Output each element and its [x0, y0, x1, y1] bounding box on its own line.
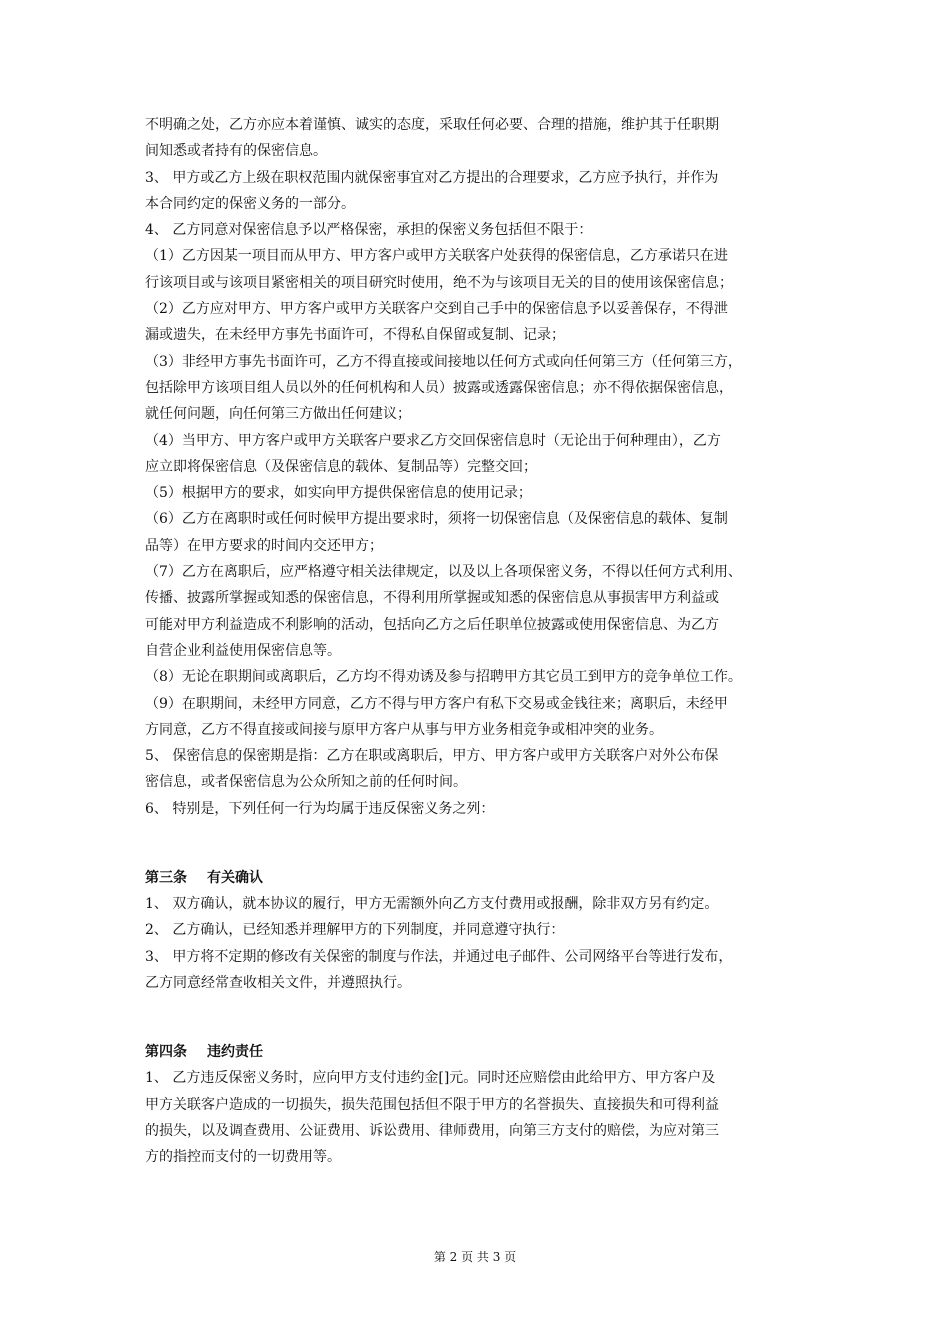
section-3 [145, 865, 815, 996]
section-4-number: 第四条 [145, 1044, 187, 1061]
section-gap [145, 822, 815, 865]
paragraph-line: 不明确之处，乙方亦应本着谨慎、诚实的态度，采取任何必要、合理的措施，维护其于任职期 [145, 117, 719, 133]
paragraph-line: 包括除甲方该项目组人员以外的任何机构和人员）披露或透露保密信息；亦不得依据保密信息， [145, 379, 733, 396]
document-body [145, 112, 815, 1170]
paragraph-line: （7）乙方在离职后，应严格遵守相关法律规定，以及以上各项保密义务，不得以任何方式利用、 [145, 564, 742, 581]
paragraph-line: 1、 乙方违反保密义务时，应向甲方支付违约金[]元。同时还应赔偿由此给甲方、甲方客户及 [145, 1070, 716, 1087]
paragraph-line: （4）当甲方、甲方客户或甲方关联客户要求乙方交回保密信息时（无论出于何种理由），乙方 [145, 432, 721, 449]
paragraph-line: 3、 甲方将不定期的修改有关保密的制度与作法，并通过电子邮件、公司网络平台等进行发布， [145, 948, 733, 965]
paragraph-line: 可能对甲方利益造成不利影响的活动，包括向乙方之后任职单位披露或使用保密信息、为乙方 [145, 616, 719, 633]
paragraph-line: 应立即将保密信息（及保密信息的载体、复制品等）完整交回； [145, 458, 537, 475]
paragraph-line: 2、 乙方确认，已经知悉并理解甲方的下列制度，并同意遵守执行： [145, 922, 565, 939]
section-4 [145, 1039, 815, 1170]
paragraph-line: （9）在职期间，未经甲方同意，乙方不得与甲方客户有私下交易或金钱往来；离职后，未经甲 [145, 695, 728, 712]
paragraph-line: 乙方同意经常查收相关文件，并遵照执行。 [145, 974, 411, 991]
paragraph-line: 传播、披露所掌握或知悉的保密信息，不得利用所掌握或知悉的保密信息从事损害甲方利益或 [145, 590, 719, 607]
paragraph-line: （1）乙方因某一项目而从甲方、甲方客户或甲方关联客户处获得的保密信息，乙方承诺只在进 [145, 248, 728, 265]
paragraph-line: 间知悉或者持有的保密信息。 [145, 143, 327, 160]
paragraph-line: （5）根据甲方的要求，如实向甲方提供保密信息的使用记录； [145, 485, 532, 502]
paragraph-line: 4、 乙方同意对保密信息予以严格保密，承担的保密义务包括但不限于： [145, 222, 593, 239]
paragraph-line: （8）无论在职期间或离职后，乙方均不得劝诱及参与招聘甲方其它员工到甲方的竞争单位工作。 [145, 669, 742, 686]
paragraph-line: （6）乙方在离职时或任何时候甲方提出要求时，须将一切保密信息（及保密信息的载体、复制 [145, 511, 728, 528]
section-3-number: 第三条 [145, 870, 187, 887]
confidentiality-obligations [145, 112, 815, 822]
section-3-heading [145, 865, 815, 891]
section-4-title: 违约责任 [207, 1044, 263, 1061]
paragraph-line: 漏或遗失，在未经甲方事先书面许可，不得私自保留或复制、记录； [145, 327, 565, 344]
paragraph-line: 密信息，或者保密信息为公众所知之前的任何时间。 [145, 774, 467, 791]
paragraph-line: （3）非经甲方事先书面许可，乙方不得直接或间接地以任何方式或向任何第三方（任何第三方， [145, 353, 742, 370]
section-gap [145, 996, 815, 1039]
paragraph-line: 的损失，以及调查费用、公证费用、诉讼费用、律师费用，向第三方支付的赔偿，为应对第三 [145, 1122, 719, 1139]
paragraph-line: 方的指控而支付的一切费用等。 [145, 1149, 341, 1166]
paragraph-line: 6、 特别是，下列任何一行为均属于违反保密义务之列： [145, 800, 495, 817]
section-3-title: 有关确认 [207, 870, 263, 887]
paragraph-line: 5、 保密信息的保密期是指：乙方在职或离职后，甲方、甲方客户或甲方关联客户对外公布保 [145, 748, 719, 765]
paragraph-line: 1、 双方确认，就本协议的履行，甲方无需额外向乙方支付费用或报酬，除非双方另有约定。 [145, 896, 719, 913]
page-footer: 第 2 页 共 3 页 [433, 1250, 517, 1264]
paragraph-line: 自营企业利益使用保密信息等。 [145, 642, 341, 659]
paragraph-line: 本合同约定的保密义务的一部分。 [145, 195, 355, 212]
paragraph-line: 3、 甲方或乙方上级在职权范围内就保密事宜对乙方提出的合理要求，乙方应予执行，并作为 [145, 169, 719, 186]
paragraph-line: 就任何问题，向任何第三方做出任何建议； [145, 406, 411, 423]
paragraph-line: （2）乙方应对甲方、甲方客户或甲方关联客户交到自己手中的保密信息予以妥善保存，不得泄 [145, 301, 728, 318]
section-4-heading [145, 1039, 815, 1065]
paragraph-line: 甲方关联客户造成的一切损失，损失范围包括但不限于甲方的名誉损失、直接损失和可得利益 [145, 1096, 719, 1113]
paragraph-line: 方同意，乙方不得直接或间接与原甲方客户从事与甲方业务相竞争或相冲突的业务。 [145, 721, 663, 738]
paragraph-line: 行该项目或与该项目紧密相关的项目研究时使用，绝不为与该项目无关的目的使用该保密信息； [145, 274, 733, 291]
paragraph-line: 品等）在甲方要求的时间内交还甲方； [145, 537, 383, 554]
